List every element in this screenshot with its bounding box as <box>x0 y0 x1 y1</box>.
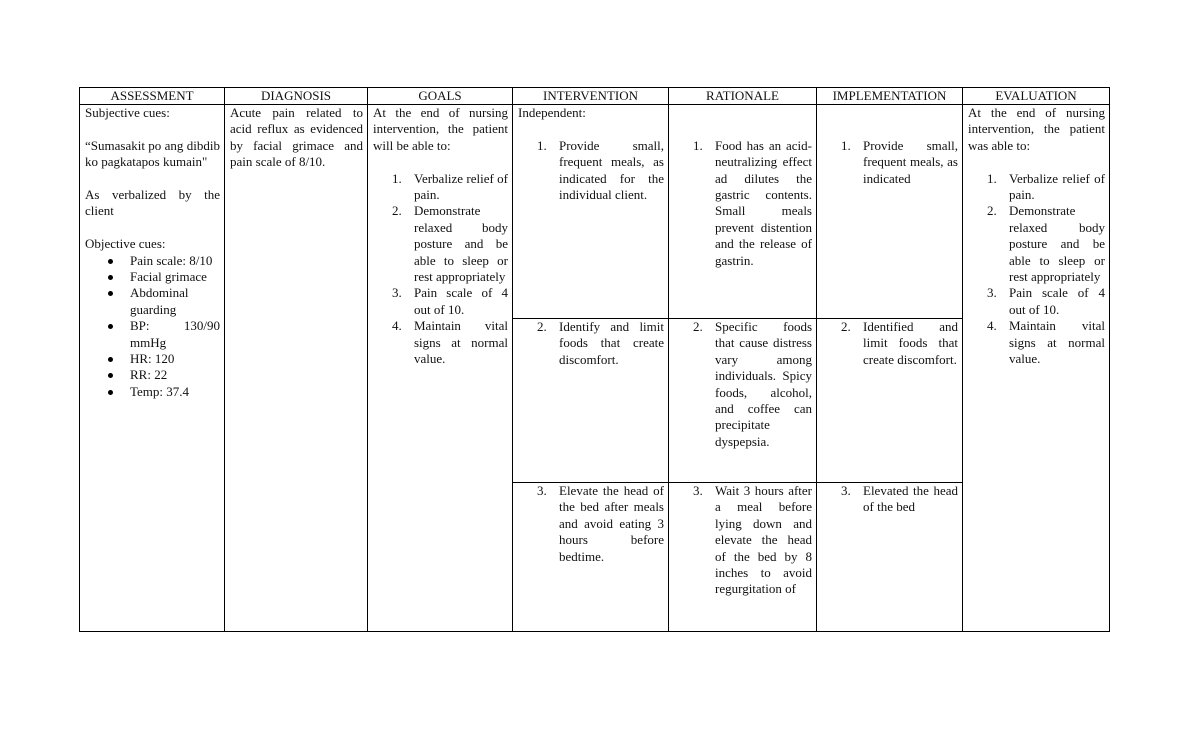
list-item: 1. Provide small, frequent meals, as indicated <box>841 137 958 186</box>
diagnosis-cell <box>225 105 368 632</box>
bullet-icon <box>108 259 113 264</box>
header-evaluation: EVALUATION <box>963 88 1110 105</box>
implementation-cell-2 <box>817 319 963 483</box>
bullet-icon <box>108 324 113 329</box>
header-rationale: RATIONALE <box>669 88 817 105</box>
bullet-icon <box>108 275 113 280</box>
evaluation-cell <box>963 105 1110 632</box>
goals-intro: At the end of nursing intervention, the patient will be able to: <box>373 105 508 153</box>
intervention-cell-2 <box>513 319 669 483</box>
evaluation-intro: At the end of nursing intervention, the patient was able to: <box>968 105 1105 153</box>
objective-cues-list <box>85 253 220 401</box>
list-item: 3. Wait 3 hours after a meal before lying down and elevate the head of the bed by 8 inches to avoid regurgitation of <box>693 483 812 597</box>
header-assessment: ASSESSMENT <box>80 88 225 105</box>
header-implementation: IMPLEMENTATION <box>817 88 963 105</box>
list-item: HR: 120 <box>85 351 220 367</box>
implementation-cell-1 <box>817 105 963 319</box>
evaluation-list <box>968 171 1105 368</box>
bullet-icon <box>108 357 113 362</box>
rationale-cell-3 <box>669 483 817 632</box>
list-item: 3. Elevated the head of the bed <box>841 483 958 515</box>
bullet-icon <box>108 390 113 395</box>
table-row <box>80 105 1110 319</box>
header-row <box>80 88 1110 105</box>
assessment-cell <box>80 105 225 632</box>
goals-cell <box>368 105 513 632</box>
list-item: 1. Verbalize relief of pain. <box>987 170 1105 203</box>
subjective-cues-label: Subjective cues: <box>85 105 170 120</box>
verbalized-note: As verbalized by the client <box>85 187 220 219</box>
header-diagnosis: DIAGNOSIS <box>225 88 368 105</box>
rationale-cell-2 <box>669 319 817 483</box>
list-item: BP: 130/90 mmHg <box>85 318 220 351</box>
list-item: Pain scale: 8/10 <box>85 253 220 269</box>
rationale-cell-1 <box>669 105 817 319</box>
list-item: 2. Identified and limit foods that create discomfort. <box>841 319 958 367</box>
list-item: 3. Elevate the head of the bed after meals and avoid eating 3 hours before bedtime. <box>537 483 664 564</box>
list-item: 3. Pain scale of 4 out of 10. <box>392 285 508 317</box>
list-item: Abdominal guarding <box>85 285 220 318</box>
goals-list <box>373 171 508 368</box>
nursing-care-plan-table <box>79 87 1110 632</box>
list-item: 1. Verbalize relief of pain. <box>392 170 508 203</box>
list-item: 2. Specific foods that cause distress vary among individuals. Spicy foods, alcohol, and coffee can precipitate dyspepsia. <box>693 319 812 449</box>
list-item: 4. Maintain vital signs at normal value. <box>392 318 508 367</box>
list-item: 4. Maintain vital signs at normal value. <box>987 318 1105 367</box>
list-item: Temp: 37.4 <box>85 384 220 400</box>
implementation-cell-3 <box>817 483 963 632</box>
intervention-cell-3 <box>513 483 669 632</box>
intervention-label: Independent: <box>518 105 586 120</box>
subjective-quote: “Sumasakit po ang dibdib ko pagkatapos kumain" <box>85 137 220 170</box>
header-intervention: INTERVENTION <box>513 88 669 105</box>
objective-cues-label: Objective cues: <box>85 236 166 252</box>
list-item: Facial grimace <box>85 269 220 285</box>
list-item: 1. Food has an acid-neutralizing effect ad dilutes the gastric contents. Small meals prevent distention and the release of gastrin. <box>693 137 812 268</box>
list-item: 3. Pain scale of 4 out of 10. <box>987 285 1105 317</box>
intervention-cell-1 <box>513 105 669 319</box>
list-item: RR: 22 <box>85 367 220 383</box>
header-goals: GOALS <box>368 88 513 105</box>
bullet-icon <box>108 291 113 296</box>
bullet-icon <box>108 373 113 378</box>
list-item: 2. Demonstrate relaxed body posture and be able to sleep or rest appropriately <box>987 203 1105 285</box>
list-item: 2. Identify and limit foods that create discomfort. <box>537 319 664 367</box>
diagnosis-text: Acute pain related to acid reflux as evidenced by facial grimace and pain scale of 8/10. <box>230 105 363 170</box>
list-item: 2. Demonstrate relaxed body posture and be able to sleep or rest appropriately <box>392 203 508 285</box>
list-item: 1. Provide small, frequent meals, as indicated for the individual client. <box>537 137 664 203</box>
